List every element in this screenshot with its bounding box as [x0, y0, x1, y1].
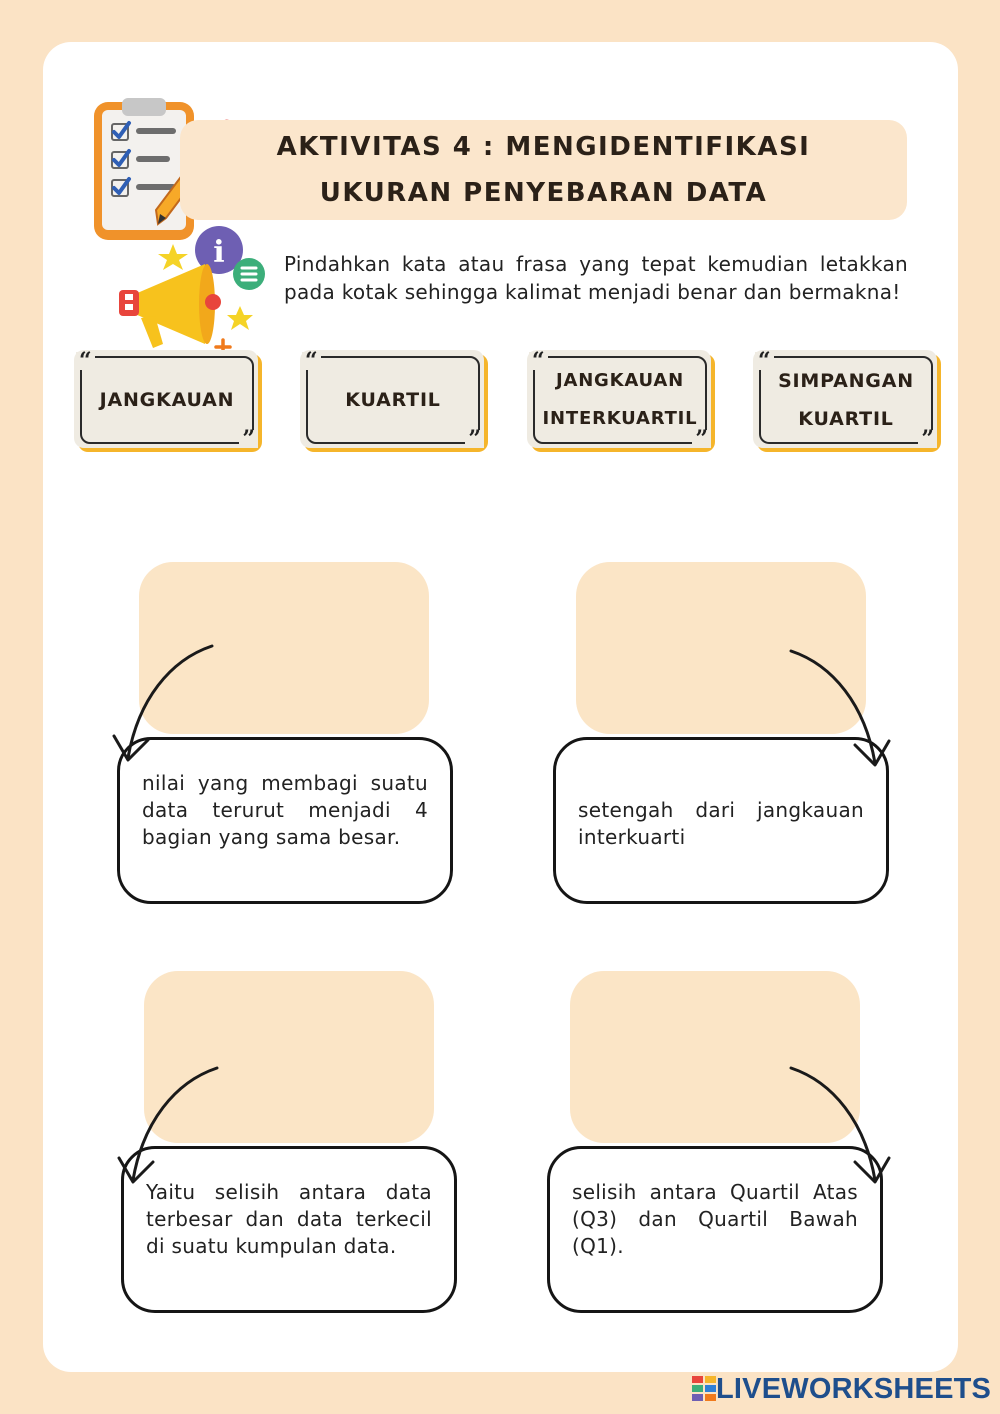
option-chip-simpangan-kuartil[interactable]	[753, 350, 941, 452]
svg-text:i: i	[213, 235, 225, 270]
definition-text: Yaitu selisih antara data terbesar dan data terkecil di suatu kumpulan data.	[146, 1180, 432, 1258]
quote-close-icon: ”	[918, 430, 937, 448]
quote-open-icon: “	[755, 352, 774, 370]
quote-close-icon: ”	[239, 430, 258, 448]
option-label: KUARTIL	[345, 389, 441, 411]
megaphone-icon	[115, 222, 275, 357]
option-chip-jangkauan-interkuartil[interactable]	[527, 350, 715, 452]
option-label: JANGKAUAN INTERKUARTIL	[542, 370, 698, 429]
instruction-text: Pindahkan kata atau frasa yang tepat kemudian letakkan pada kotak sehingga kalimat menjadi benar dan bermakna!	[284, 252, 908, 304]
title-line-1: AKTIVITAS 4 : MENGIDENTIFIKASI	[276, 132, 811, 162]
curved-arrow-icon	[785, 645, 895, 775]
liveworksheets-logo	[692, 1372, 991, 1406]
definition-text: setengah dari jangkauan interkuarti	[578, 798, 864, 849]
curved-arrow-icon	[115, 1062, 225, 1192]
option-chip-jangkauan[interactable]	[74, 350, 262, 452]
title-line-2: UKURAN PENYEBARAN DATA	[319, 178, 768, 208]
definition-text: selisih antara Quartil Atas (Q3) dan Quartil Bawah (Q1).	[572, 1180, 858, 1258]
quote-close-icon: ”	[465, 430, 484, 448]
definition-text: nilai yang membagi suatu data terurut menjadi 4 bagian yang sama besar.	[142, 771, 428, 849]
quote-open-icon: “	[302, 352, 321, 370]
option-label: SIMPANGAN KUARTIL	[778, 370, 914, 430]
liveworksheets-logo-icon	[692, 1376, 716, 1402]
curved-arrow-icon	[785, 1062, 895, 1192]
brand-name: LIVEWORKSHEETS	[716, 1372, 992, 1405]
quote-open-icon: “	[76, 352, 95, 370]
quote-open-icon: “	[529, 352, 548, 370]
option-chip-kuartil[interactable]	[300, 350, 488, 452]
option-label: JANGKAUAN	[99, 389, 235, 411]
quote-close-icon: ”	[692, 430, 711, 448]
title-banner	[180, 120, 907, 220]
curved-arrow-icon	[110, 640, 220, 770]
